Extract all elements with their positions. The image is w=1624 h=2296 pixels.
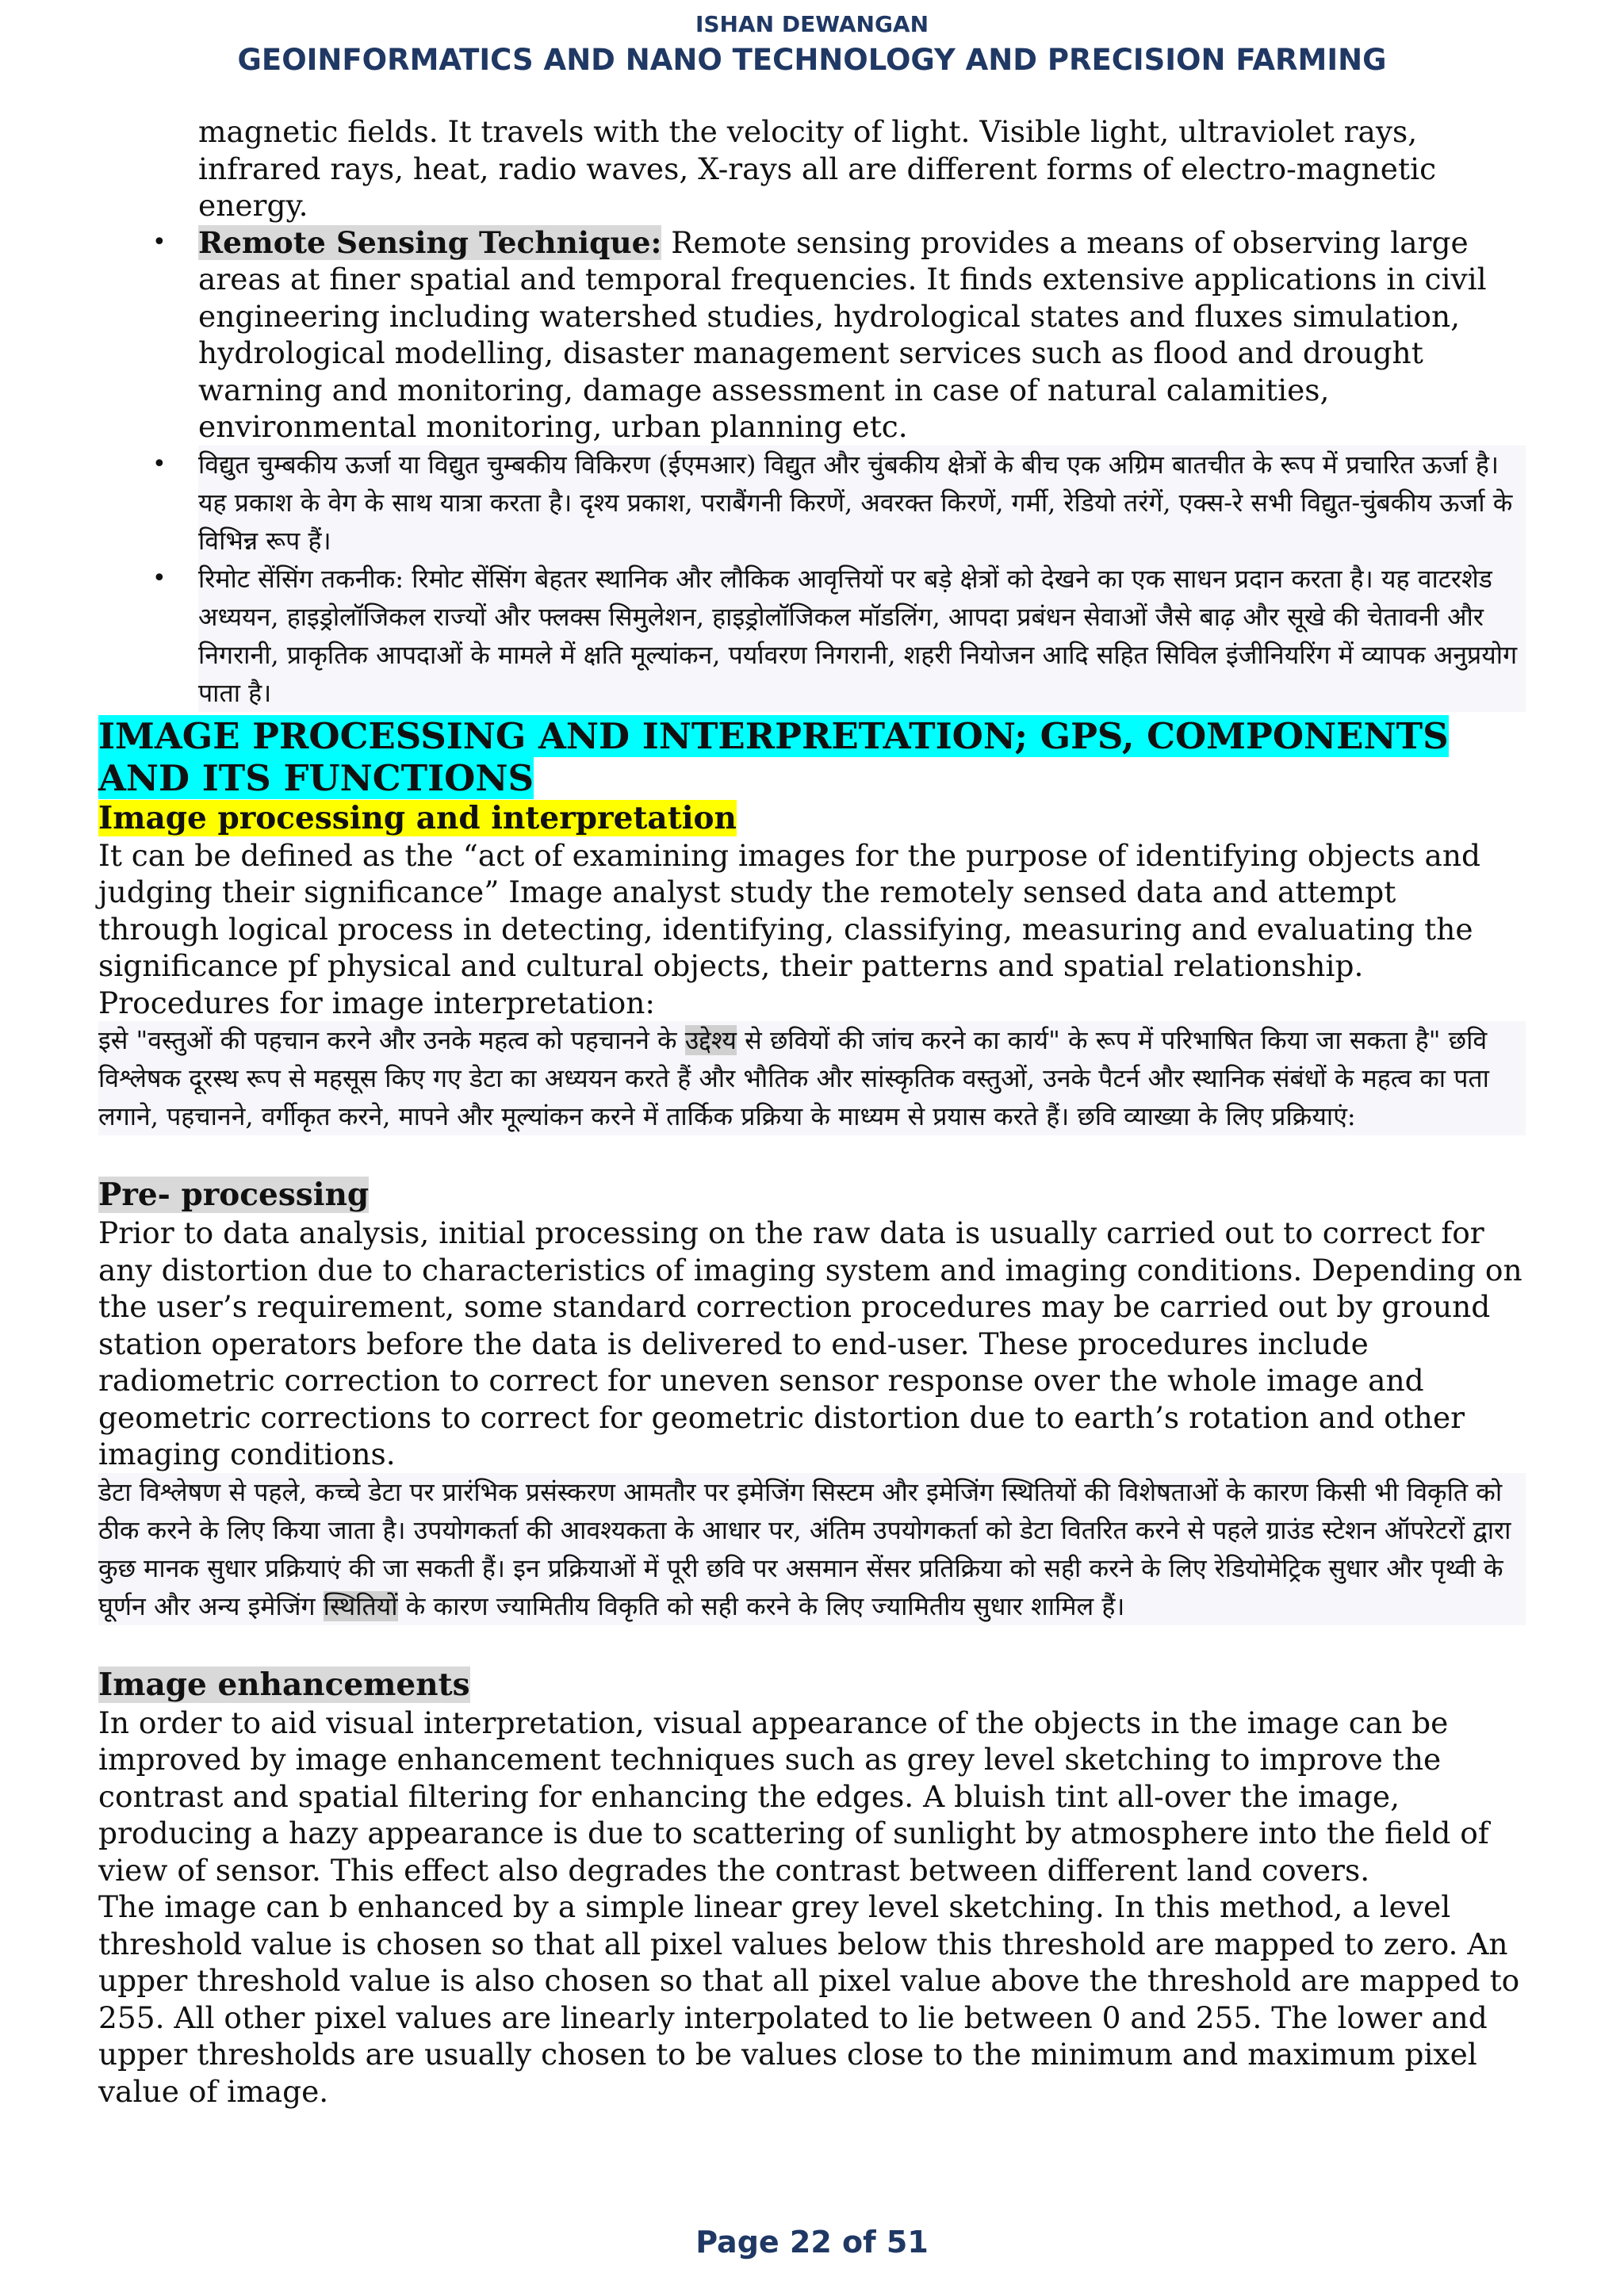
remote-sensing-text: Remote sensing provides a means of observing large areas at finer spatial and temporal frequencies. It finds extensive applications in civil engineering including watershed studies, hydrological states and fluxes simulation, hydrological modelling, disaster management services such as flood and drought warning and monitoring, damage assessment in case of natural calamities, environmental monitoring, urban planning etc. [198,224,1487,444]
pre-processing-text: Prior to data analysis, initial processing on the raw data is usually carried out to correct for any distortion due to characteristics of imaging system and imaging conditions. Depending on the user’s requirement, some standard correction procedures may be carried out by ground station operators before the data is delivered to end-user. These procedures include radiometric correction to correct for uneven sensor response over the whole image and geometric corrections to correct for geometric distortion due to earth’s rotation and other imaging conditions. [98,1215,1522,1471]
image-enhancements-text-2: The image can b enhanced by a simple linear grey level sketching. In this method, a level threshold value is chosen so that all pixel values below this threshold are mapped to zero. An upper threshold value is also chosen so that all pixel value above the threshold are mapped to 255. All other pixel values are linearly interpolated to lie between 0 and 255. The lower and upper thresholds are usually chosen to be values close to the minimum and maximum pixel value of image. [98,1889,1520,2109]
section-heading-text: IMAGE PROCESSING AND INTERPRETATION; GPS, COMPONENTS AND ITS FUNCTIONS [98,714,1449,799]
image-processing-hindi-highlight: उद्देश्य [684,1025,737,1055]
bullet-icon: • [152,564,167,592]
image-processing-hindi-part2: से छवियों की जांच करने का कार्य" के रूप में परिभाषित किया जा सकता है" छवि विश्लेषक दूरस्थ रूप से महसूस किए गए डेटा का अध्ययन करते हैं और भौतिक और सांस्कृतिक वस्तुओं, उनके पैटर्न और स्थानिक संबंधों के महत्व का पता लगाने, पहचानने, वर्गीकृत करने, मापने और मूल्यांकन करने में तार्किक प्रक्रिया के माध्यम से प्रयास करते हैं। छवि व्याख्या के लिए प्रक्रियाएं: [98,1025,1489,1131]
spacer [98,1135,1526,1175]
bullet-icon: • [152,228,167,256]
image-enhancements-heading [98,1665,1526,1705]
intro-continuation: magnetic fields. It travels with the velocity of light. Visible light, ultraviolet rays, infrared rays, heat, radio waves, X-rays all are different forms of electro-magnetic energy. [198,114,1437,223]
section-heading [98,715,1526,799]
pre-processing-hindi-part2: के कारण ज्यामितीय विकृति को सही करने के लिए ज्यामितीय सुधार शामिल हैं। [397,1590,1125,1621]
remote-sensing-term: Remote Sensing Technique: [198,224,662,260]
hindi-emr-text: विद्युत चुम्बकीय ऊर्जा या विद्युत चुम्बकीय विकिरण (ईएमआर) विद्युत और चुंबकीय क्षेत्रों के बीच एक अग्रिम बातचीत के रूप में प्रचारित ऊर्जा है। यह प्रकाश के वेग के साथ यात्रा करता है। दृश्य प्रकाश, पराबैंगनी किरणें, अवरक्त किरणें, गर्मी, रेडियो तरंगें, एक्स-रे सभी विद्युत-चुंबकीय ऊर्जा के विभिन्न रूप हैं। [198,449,1513,556]
bullet-remote-sensing [152,224,1526,446]
image-processing-heading [98,799,1526,837]
bullet-hindi-emr [152,446,1526,560]
page-number: Page 22 of 51 [695,2225,929,2260]
bullet-hindi-remote [152,560,1526,712]
image-enhancements-heading-text: Image enhancements [98,1666,470,1703]
header-title: GEOINFORMATICS AND NANO TECHNOLOGY AND PRECISION FARMING [237,43,1387,77]
bullet-icon: • [152,450,167,478]
image-processing-hindi [98,1021,1526,1135]
pre-processing-hindi-part1: डेटा विश्लेषण से पहले, कच्चे डेटा पर प्रारंभिक प्रसंस्करण आमतौर पर इमेजिंग सिस्टम और इमेजिंग स्थितियों की विशेषताओं के कारण किसी भी विकृति को ठीक करने के लिए किया जाता है। उपयोगकर्ता की आवश्यकता के आधार पर, अंतिम उपयोगकर्ता को डेटा वितरित करने से पहले ग्राउंड स्टेशन ऑपरेटरों द्वारा कुछ मानक सुधार प्रक्रियाएं की जा सकती हैं। इन प्रक्रियाओं में पूरी छवि पर असमान सेंसर प्रतिक्रिया को सही करने के लिए रेडियोमेट्रिक सुधार और पृथ्वी के घूर्णन और अन्य इमेजिंग [98,1476,1511,1621]
page-content [98,113,1526,2110]
image-enhancements-text-1: In order to aid visual interpretation, visual appearance of the objects in the image can be improved by image enhancement techniques such as grey level sketching to improve the contrast and spatial filtering for enhancing the edges. A bluish tint all-over the image, producing a hazy appearance is due to scattering of sunlight by atmosphere into the field of view of sensor. This effect also degrades the contrast between different land covers. [98,1705,1489,1888]
pre-processing-hindi-highlight: स्थितियों [323,1590,398,1621]
hindi-remote-text: रिमोट सेंसिंग तकनीक: रिमोट सेंसिंग बेहतर स्थानिक और लौकिक आवृत्तियों पर बड़े क्षेत्रों को देखने का एक साधन प्रदान करता है। यह वाटरशेड अध्ययन, हाइड्रोलॉजिकल राज्यों और फ्लक्स सिमुलेशन, हाइड्रोलॉजिकल मॉडलिंग, आपदा प्रबंधन सेवाओं जैसे बाढ़ और सूखे की चेतावनी और निगरानी, प्राकृतिक आपदाओं के मामले में क्षति मूल्यांकन, पर्यावरण निगरानी, शहरी नियोजन आदि सहित सिविल इंजीनियरिंग में व्यापक अनुप्रयोग पाता है। [198,563,1518,708]
image-processing-hindi-part1: इसे "वस्तुओं की पहचान करने और उनके महत्व को पहचानने के [98,1025,685,1055]
header-author: ISHAN DEWANGAN [695,11,929,37]
spacer [98,1625,1526,1665]
pre-processing-heading [98,1175,1526,1215]
image-processing-heading-text: Image processing and interpretation [98,799,737,836]
pre-processing-heading-text: Pre- processing [98,1177,370,1213]
pre-processing-hindi [98,1473,1526,1625]
image-processing-text: It can be defined as the “act of examining images for the purpose of identifying objects and judging their significance” Image analyst study the remotely sensed data and attempt through logical process in detecting, identifying, classifying, measuring and evaluating the significance pf physical and cultural objects, their patterns and spatial relationship. Procedures for image interpretation: [98,837,1481,1020]
